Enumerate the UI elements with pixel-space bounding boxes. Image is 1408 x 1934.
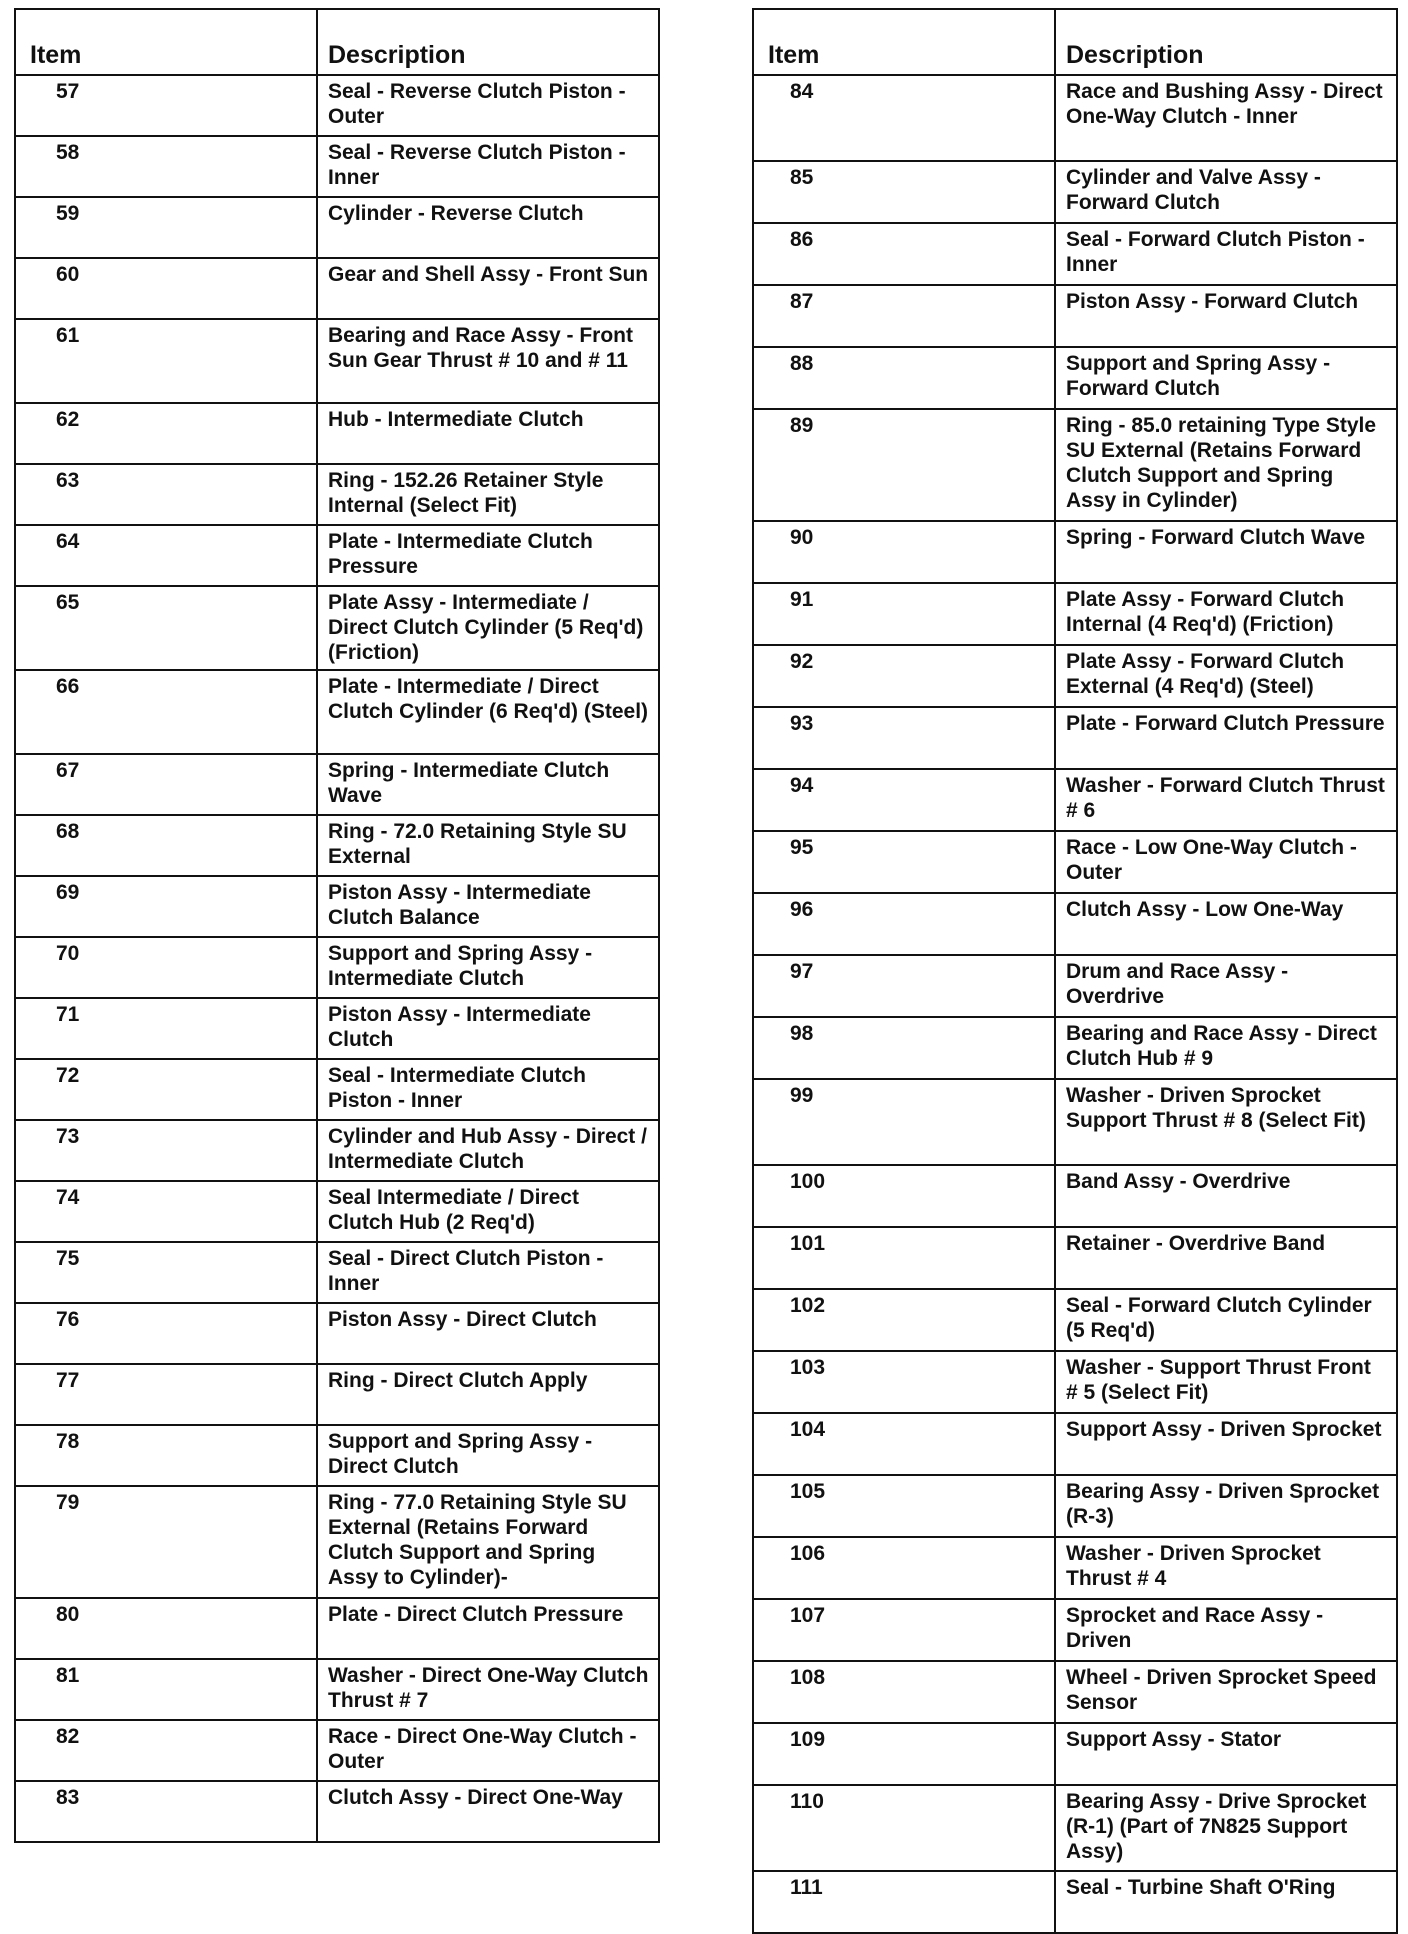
item-description: Seal - Intermediate Clutch Piston - Inner <box>317 1059 659 1120</box>
item-description: Ring - 152.26 Retainer Style Internal (Select Fit) <box>317 464 659 525</box>
table-row <box>15 1059 659 1120</box>
item-description: Plate Assy - Intermediate / Direct Clutch Cylinder (5 Req'd) (Friction) <box>317 586 659 670</box>
item-description: Washer - Support Thrust Front # 5 (Select Fit) <box>1055 1351 1397 1413</box>
item-description: Spring - Intermediate Clutch Wave <box>317 754 659 815</box>
item-number: 104 <box>753 1413 1055 1475</box>
item-number: 90 <box>753 521 1055 583</box>
table-row <box>753 75 1397 161</box>
item-number: 64 <box>15 525 317 586</box>
item-description: Cylinder and Hub Assy - Direct / Intermediate Clutch <box>317 1120 659 1181</box>
item-number: 98 <box>753 1017 1055 1079</box>
table-row <box>753 1289 1397 1351</box>
item-description: Wheel - Driven Sprocket Speed Sensor <box>1055 1661 1397 1723</box>
item-description: Plate Assy - Forward Clutch Internal (4 Req'd) (Friction) <box>1055 583 1397 645</box>
item-number: 62 <box>15 403 317 464</box>
item-description: Retainer - Overdrive Band <box>1055 1227 1397 1289</box>
item-number: 60 <box>15 258 317 319</box>
item-number: 85 <box>753 161 1055 223</box>
item-number: 95 <box>753 831 1055 893</box>
table-row <box>753 831 1397 893</box>
item-number: 92 <box>753 645 1055 707</box>
description-column-header: Description <box>1055 9 1397 75</box>
item-description: Sprocket and Race Assy - Driven <box>1055 1599 1397 1661</box>
table-row <box>15 1242 659 1303</box>
item-number: 107 <box>753 1599 1055 1661</box>
item-description: Piston Assy - Direct Clutch <box>317 1303 659 1364</box>
item-description: Bearing Assy - Drive Sprocket (R-1) (Part of 7N825 Support Assy) <box>1055 1785 1397 1871</box>
item-description: Bearing and Race Assy - Direct Clutch Hub # 9 <box>1055 1017 1397 1079</box>
item-description: Plate - Intermediate Clutch Pressure <box>317 525 659 586</box>
item-description: Band Assy - Overdrive <box>1055 1165 1397 1227</box>
item-number: 72 <box>15 1059 317 1120</box>
item-description: Plate - Intermediate / Direct Clutch Cylinder (6 Req'd) (Steel) <box>317 670 659 754</box>
table-row <box>753 1017 1397 1079</box>
item-number: 67 <box>15 754 317 815</box>
item-number: 106 <box>753 1537 1055 1599</box>
item-number: 83 <box>15 1781 317 1842</box>
item-number: 77 <box>15 1364 317 1425</box>
table-header-row <box>15 9 659 75</box>
table-row <box>753 1871 1397 1933</box>
table-row <box>15 1486 659 1598</box>
item-description: Race - Direct One-Way Clutch - Outer <box>317 1720 659 1781</box>
item-description: Race - Low One-Way Clutch - Outer <box>1055 831 1397 893</box>
item-number: 108 <box>753 1661 1055 1723</box>
table-row <box>753 1165 1397 1227</box>
table-row <box>753 285 1397 347</box>
item-description: Seal - Forward Clutch Piston - Inner <box>1055 223 1397 285</box>
table-row <box>753 223 1397 285</box>
item-description: Seal - Direct Clutch Piston - Inner <box>317 1242 659 1303</box>
item-number: 87 <box>753 285 1055 347</box>
table-row <box>15 1659 659 1720</box>
item-number: 79 <box>15 1486 317 1598</box>
table-row <box>15 876 659 937</box>
item-description: Gear and Shell Assy - Front Sun <box>317 258 659 319</box>
item-description: Cylinder - Reverse Clutch <box>317 197 659 258</box>
item-number: 66 <box>15 670 317 754</box>
table-row <box>15 319 659 403</box>
item-description: Seal - Turbine Shaft O'Ring <box>1055 1871 1397 1933</box>
table-row <box>753 1599 1397 1661</box>
table-row <box>15 586 659 670</box>
table-row <box>15 1303 659 1364</box>
table-row <box>753 955 1397 1017</box>
item-description: Drum and Race Assy - Overdrive <box>1055 955 1397 1017</box>
item-number: 71 <box>15 998 317 1059</box>
item-number: 84 <box>753 75 1055 161</box>
item-number: 91 <box>753 583 1055 645</box>
item-description: Washer - Driven Sprocket Thrust # 4 <box>1055 1537 1397 1599</box>
table-row <box>753 893 1397 955</box>
item-description: Plate - Forward Clutch Pressure <box>1055 707 1397 769</box>
table-row <box>753 1785 1397 1871</box>
item-number: 61 <box>15 319 317 403</box>
item-number: 101 <box>753 1227 1055 1289</box>
item-number: 110 <box>753 1785 1055 1871</box>
parts-table-right <box>752 8 1398 1934</box>
item-number: 75 <box>15 1242 317 1303</box>
table-row <box>15 937 659 998</box>
item-description: Support Assy - Stator <box>1055 1723 1397 1785</box>
item-description: Plate - Direct Clutch Pressure <box>317 1598 659 1659</box>
item-description: Cylinder and Valve Assy - Forward Clutch <box>1055 161 1397 223</box>
item-number: 94 <box>753 769 1055 831</box>
table-row <box>753 707 1397 769</box>
table-row <box>15 1425 659 1486</box>
table-row <box>15 464 659 525</box>
table-row <box>753 1413 1397 1475</box>
item-number: 65 <box>15 586 317 670</box>
item-description: Seal - Forward Clutch Cylinder (5 Req'd) <box>1055 1289 1397 1351</box>
item-number: 76 <box>15 1303 317 1364</box>
item-column-header: Item <box>15 9 317 75</box>
table-row <box>753 769 1397 831</box>
item-description: Seal Intermediate / Direct Clutch Hub (2 Req'd) <box>317 1181 659 1242</box>
table-row <box>15 754 659 815</box>
item-description: Race and Bushing Assy - Direct One-Way Clutch - Inner <box>1055 75 1397 161</box>
item-description: Piston Assy - Intermediate Clutch Balance <box>317 876 659 937</box>
item-number: 73 <box>15 1120 317 1181</box>
item-number: 57 <box>15 75 317 136</box>
table-row <box>15 1720 659 1781</box>
table-row <box>15 815 659 876</box>
table-row <box>753 645 1397 707</box>
item-description: Plate Assy - Forward Clutch External (4 Req'd) (Steel) <box>1055 645 1397 707</box>
item-description: Piston Assy - Forward Clutch <box>1055 285 1397 347</box>
table-row <box>753 1351 1397 1413</box>
item-description: Washer - Driven Sprocket Support Thrust # 8 (Select Fit) <box>1055 1079 1397 1165</box>
item-description: Support and Spring Assy - Intermediate Clutch <box>317 937 659 998</box>
item-number: 96 <box>753 893 1055 955</box>
item-description: Ring - 77.0 Retaining Style SU External (Retains Forward Clutch Support and Spring Assy to Cylinder)- <box>317 1486 659 1598</box>
item-description: Ring - Direct Clutch Apply <box>317 1364 659 1425</box>
item-number: 109 <box>753 1723 1055 1785</box>
item-description: Washer - Direct One-Way Clutch Thrust # 7 <box>317 1659 659 1720</box>
item-number: 102 <box>753 1289 1055 1351</box>
item-number: 69 <box>15 876 317 937</box>
table-row <box>15 1364 659 1425</box>
item-number: 78 <box>15 1425 317 1486</box>
table-row <box>15 525 659 586</box>
table-row <box>15 136 659 197</box>
item-number: 59 <box>15 197 317 258</box>
item-description: Ring - 85.0 retaining Type Style SU External (Retains Forward Clutch Support and Spring Assy in Cylinder) <box>1055 409 1397 521</box>
item-number: 68 <box>15 815 317 876</box>
item-number: 99 <box>753 1079 1055 1165</box>
item-description: Clutch Assy - Low One-Way <box>1055 893 1397 955</box>
item-column-header: Item <box>753 9 1055 75</box>
table-row <box>753 1227 1397 1289</box>
table-row <box>753 1537 1397 1599</box>
item-number: 58 <box>15 136 317 197</box>
table-row <box>15 1120 659 1181</box>
item-number: 74 <box>15 1181 317 1242</box>
item-number: 86 <box>753 223 1055 285</box>
item-number: 100 <box>753 1165 1055 1227</box>
item-description: Piston Assy - Intermediate Clutch <box>317 998 659 1059</box>
item-number: 111 <box>753 1871 1055 1933</box>
parts-table-left <box>14 8 660 1843</box>
table-row <box>753 347 1397 409</box>
table-row <box>753 1661 1397 1723</box>
table-row <box>753 521 1397 583</box>
table-row <box>15 1598 659 1659</box>
item-number: 97 <box>753 955 1055 1017</box>
table-row <box>753 161 1397 223</box>
table-row <box>15 75 659 136</box>
item-description: Bearing Assy - Driven Sprocket (R-3) <box>1055 1475 1397 1537</box>
table-row <box>753 1723 1397 1785</box>
table-row <box>753 409 1397 521</box>
table-row <box>753 1079 1397 1165</box>
table-header-row <box>753 9 1397 75</box>
table-row <box>15 998 659 1059</box>
table-row <box>15 670 659 754</box>
table-row <box>753 583 1397 645</box>
item-number: 105 <box>753 1475 1055 1537</box>
table-row <box>15 197 659 258</box>
item-description: Bearing and Race Assy - Front Sun Gear Thrust # 10 and # 11 <box>317 319 659 403</box>
table-row <box>15 1781 659 1842</box>
table-row <box>753 1475 1397 1537</box>
item-number: 88 <box>753 347 1055 409</box>
item-description: Hub - Intermediate Clutch <box>317 403 659 464</box>
item-description: Ring - 72.0 Retaining Style SU External <box>317 815 659 876</box>
item-description: Support and Spring Assy -Direct Clutch <box>317 1425 659 1486</box>
item-description: Clutch Assy - Direct One-Way <box>317 1781 659 1842</box>
item-number: 80 <box>15 1598 317 1659</box>
item-description: Support Assy - Driven Sprocket <box>1055 1413 1397 1475</box>
item-description: Spring - Forward Clutch Wave <box>1055 521 1397 583</box>
description-column-header: Description <box>317 9 659 75</box>
item-number: 103 <box>753 1351 1055 1413</box>
item-description: Seal - Reverse Clutch Piston - Inner <box>317 136 659 197</box>
item-description: Washer - Forward Clutch Thrust # 6 <box>1055 769 1397 831</box>
table-row <box>15 403 659 464</box>
table-row <box>15 1181 659 1242</box>
item-number: 63 <box>15 464 317 525</box>
item-number: 81 <box>15 1659 317 1720</box>
item-description: Support and Spring Assy - Forward Clutch <box>1055 347 1397 409</box>
item-number: 89 <box>753 409 1055 521</box>
item-number: 70 <box>15 937 317 998</box>
table-row <box>15 258 659 319</box>
item-number: 82 <box>15 1720 317 1781</box>
item-description: Seal - Reverse Clutch Piston - Outer <box>317 75 659 136</box>
item-number: 93 <box>753 707 1055 769</box>
